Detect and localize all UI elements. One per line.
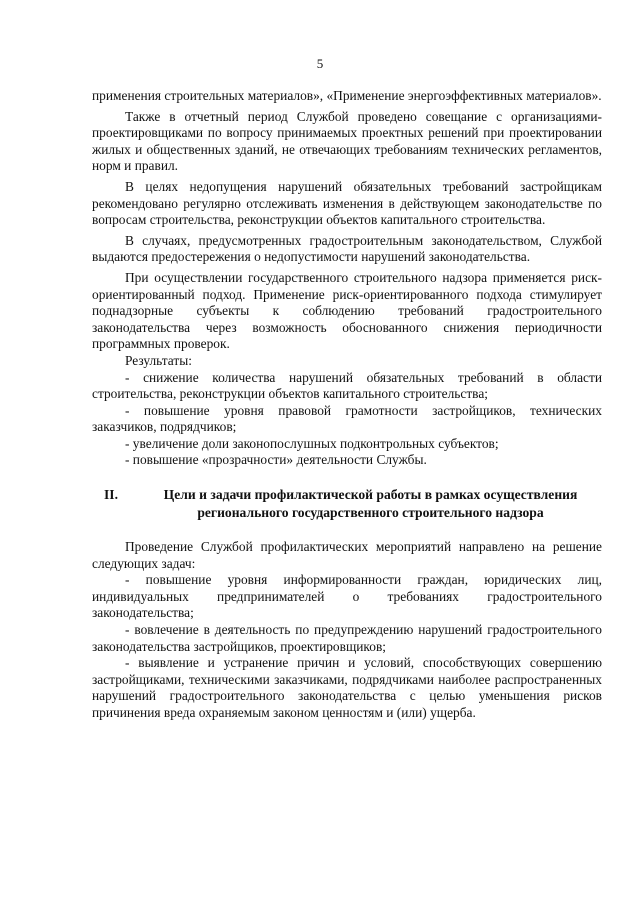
tasks-item: - выявление и устранение причин и условий, способствующих совершению застройщиками, техническими заказчиками, подрядчиками наиболее распространенных нарушений градостроительного законодательства с целью уменьшения рисков причинения вреда охраняемым законом ценностям и (или) ущерба. (92, 655, 602, 720)
section-title-line: Цели и задачи профилактической работы в рамках осуществления (163, 487, 578, 503)
paragraph: В случаях, предусмотренных градостроительным законодательством, Службой выдаются предостережения о недопустимости нарушений законодательства. (92, 232, 602, 265)
results-item: - повышение уровня правовой грамотности застройщиков, технических заказчиков, подрядчиков; (92, 402, 602, 435)
tasks-item: - вовлечение в деятельность по предупреждению нарушений градостроительного законодательства застройщиков, проектировщиков; (92, 622, 602, 654)
page-number: 5 (316, 56, 324, 71)
section-title-line: регионального государственного строительного надзора (197, 505, 544, 521)
section-number: II. (104, 487, 118, 503)
paragraph: При осуществлении государственного строительного надзора применяется риск-ориентированный подход. Применение риск-ориентированного подхода стимулирует поднадзорные субъекты к соблюдению требований градостроительного законодательства через возможность обоснованного снижения периодичности программных проверок. (92, 269, 602, 352)
paragraph: применения строительных материалов», «Применение энергоэффективных материалов». (92, 88, 602, 103)
paragraph: В целях недопущения нарушений обязательных требований застройщикам рекомендовано регулярно отслеживать изменения в действующем законодательстве по вопросам строительства, реконструкции объектов капитального строительства. (92, 178, 602, 228)
tasks-item: - повышение уровня информированности граждан, юридических лиц, индивидуальных предпринимателей о требованиях градостроительного законодательства; (92, 572, 602, 621)
results-label: Результаты: (125, 352, 192, 368)
results-item: - увеличение доли законопослушных подконтрольных субъектов; (125, 435, 499, 451)
tasks-intro: Проведение Службой профилактических мероприятий направлено на решение следующих задач: (92, 539, 602, 571)
paragraph: Также в отчетный период Службой проведено совещание с организациями-проектировщиками по вопросу принимаемых проектных решений при проектировании жилых и общественных зданий, не отвечающих требованиям технических регламентов, норм и правил. (92, 108, 602, 174)
section-heading (92, 486, 602, 522)
results-item: - снижение количества нарушений обязательных требований в области строительства, реконструкции объектов капитального строительства; (92, 369, 602, 402)
section-title (139, 486, 602, 522)
document-body (92, 88, 602, 722)
results-item: - повышение «прозрачности» деятельности Службы. (125, 452, 427, 468)
